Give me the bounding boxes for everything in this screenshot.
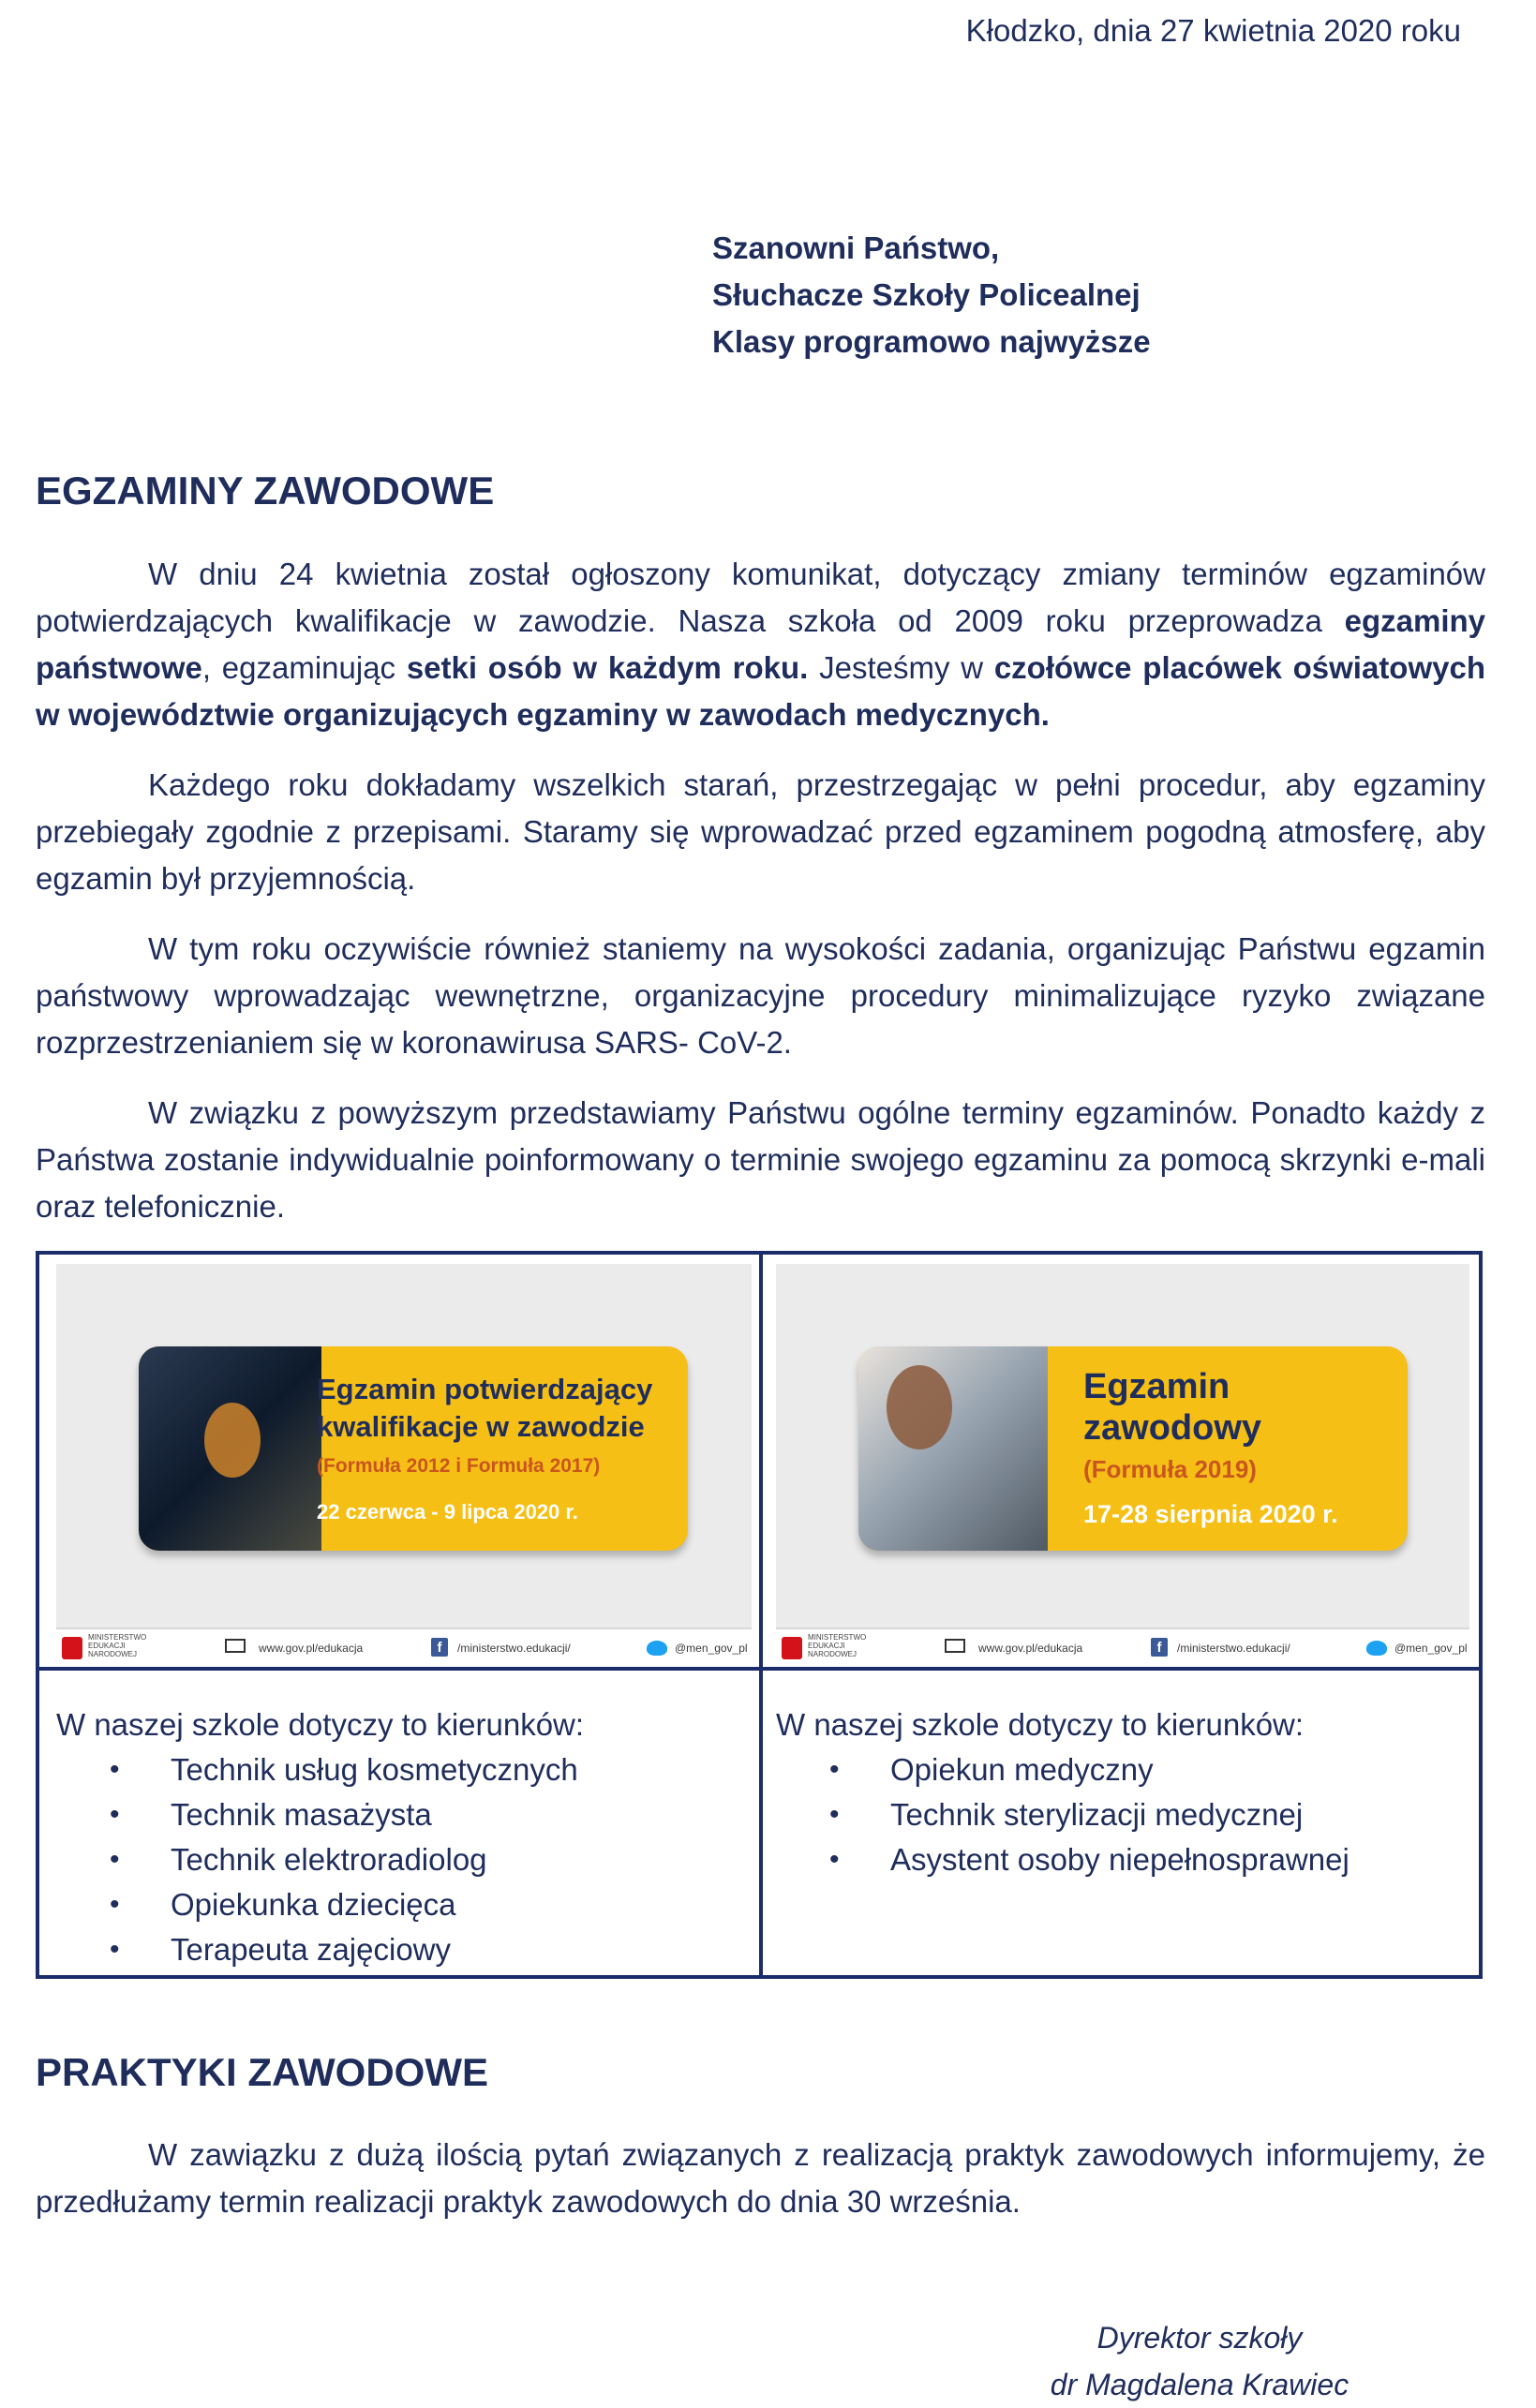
ministry-logo-text: MINISTERSTWO EDUKACJI NARODOWEJ: [808, 1633, 867, 1658]
specializations-right-heading: W naszej szkole dotyczy to kierunków:: [776, 1707, 1305, 1742]
poster-right-formula: (Formuła 2019): [1083, 1455, 1257, 1483]
poster-right-title-1: Egzamin: [1083, 1367, 1230, 1406]
specializations-right: [776, 1702, 1350, 1882]
list-item: • Technik usług kosmetycznych: [171, 1747, 584, 1792]
greeting-line-1: Szanowni Państwo,: [712, 230, 1000, 265]
list-item: • Terapeuta zajęciowy: [171, 1927, 584, 1972]
facebook-icon: f: [431, 1638, 448, 1657]
practice-text: W zawiązku z dużą ilością pytań związanych z realizacją praktyk zawodowych informujemy, że przedłużamy termin realizacji praktyk zawodowych do dnia 30 września.: [36, 2137, 1485, 2219]
eagle-emblem-icon: [62, 1637, 82, 1659]
letter-date: Kłodzko, dnia 27 kwietnia 2020 roku: [965, 13, 1461, 48]
poster-left-title-2: kwalifikacje w zawodzie: [317, 1410, 645, 1443]
poster-right-twitter: @men_gov_pl: [1394, 1642, 1468, 1655]
twitter-icon: [1366, 1641, 1387, 1656]
poster-card-right: [858, 1346, 1408, 1551]
specializations-right-list: [776, 1747, 1350, 1882]
poster-right-footer: [776, 1628, 1469, 1667]
p1-text-e: Jesteśmy w: [808, 650, 994, 685]
poster-right-dates: 17-28 sierpnia 2020 r.: [1083, 1500, 1338, 1528]
list-item: • Technik sterylizacji medycznej: [890, 1792, 1350, 1837]
monitor-icon: [225, 1639, 246, 1653]
paragraph-3: [36, 926, 1485, 1066]
welder-photo: [139, 1346, 321, 1551]
exam-poster-left: [56, 1264, 752, 1667]
table-divider-horizontal: [39, 1667, 1479, 1671]
p1-bold-f: czołówce placówek oświatowych w województwie organizujących egzaminy w zawodach medycznych.: [36, 650, 1485, 732]
list-item: • Opiekun medyczny: [890, 1747, 1350, 1792]
signature-name: dr Magdalena Krawiec: [1050, 2368, 1350, 2401]
student-photo: [858, 1346, 1048, 1551]
poster-left-web: www.gov.pl/edukacja: [259, 1642, 364, 1655]
section-title-exams: EGZAMINY ZAWODOWE: [36, 468, 495, 513]
p1-text-a: W dniu 24 kwietnia został ogłoszony komunikat, dotyczący zmiany terminów egzaminów potwierdzających kwalifikacje w zawodzie. Nasza szkoła od 2009 roku przeprowadza: [36, 557, 1485, 638]
p1-bold-b: egzaminy państwowe: [36, 603, 1485, 685]
signature-block: [1022, 2314, 1378, 2408]
poster-right-web: www.gov.pl/edukacja: [978, 1642, 1083, 1655]
p1-text-c: , egzaminując: [201, 650, 407, 685]
list-item: • Opiekunka dziecięca: [171, 1882, 584, 1927]
poster-card-left: [139, 1346, 688, 1551]
greeting-line-3: Klasy programowo najwyższe: [712, 324, 1151, 359]
poster-right-title-2: zawodowy: [1083, 1408, 1262, 1448]
greeting-block: [712, 225, 1151, 365]
p1-bold-d: setki osób w każdym roku.: [406, 650, 809, 685]
p2-text: Każdego roku dokładamy wszelkich starań, przestrzegając w pełni procedur, aby egzaminy przebiegały zgodnie z przepisami. Staramy się wprowadzać przed egzaminem pogodną atmosferę, aby egzamin był przyjemnością.: [36, 767, 1485, 896]
paragraph-1: [36, 551, 1485, 738]
specializations-left-heading: W naszej szkole dotyczy to kierunków:: [56, 1707, 585, 1742]
paragraph-2: [36, 762, 1485, 902]
paragraph-practice: [36, 2132, 1485, 2225]
list-item: • Technik masażysta: [171, 1792, 584, 1837]
paragraph-4: [36, 1090, 1485, 1230]
facebook-icon: f: [1151, 1638, 1168, 1657]
poster-left-twitter: @men_gov_pl: [675, 1642, 748, 1655]
greeting-line-2: Słuchacze Szkoły Policealnej: [712, 277, 1141, 312]
exam-poster-right: [776, 1264, 1469, 1667]
monitor-icon: [945, 1639, 965, 1653]
specializations-left-list: [56, 1747, 584, 1972]
poster-left-dates: 22 czerwca - 9 lipca 2020 r.: [317, 1500, 578, 1524]
exam-table: [36, 1251, 1483, 1979]
poster-left-formula: (Formuła 2012 i Formuła 2017): [317, 1455, 601, 1477]
poster-left-title-1: Egzamin potwierdzający: [317, 1373, 653, 1405]
signature-role: Dyrektor szkoły: [1096, 2321, 1303, 2355]
poster-left-footer: [56, 1628, 752, 1667]
ministry-logo-text: MINISTERSTWO EDUKACJI NARODOWEJ: [88, 1633, 147, 1658]
list-item: • Asystent osoby niepełnosprawnej: [890, 1837, 1350, 1882]
table-divider-vertical: [759, 1255, 763, 1975]
poster-right-facebook: /ministerstwo.edukacji/: [1177, 1642, 1290, 1655]
p4-text: W związku z powyższym przedstawiamy Państwu ogólne terminy egzaminów. Ponadto każdy z Państwa zostanie indywidualnie poinformowany o terminie swojego egzaminu za pomocą skrzynki e-mali oraz telefonicznie.: [36, 1095, 1485, 1224]
section-title-practice: PRAKTYKI ZAWODOWE: [36, 2050, 488, 2094]
specializations-left: [56, 1702, 584, 1972]
list-item: • Technik elektroradiolog: [171, 1837, 584, 1882]
poster-left-facebook: /ministerstwo.edukacji/: [457, 1642, 571, 1655]
eagle-emblem-icon: [782, 1637, 802, 1659]
p3-text: W tym roku oczywiście również staniemy na wysokości zadania, organizując Państwu egzamin państwowy wprowadzając wewnętrzne, organizacyjne procedury minimalizujące ryzyko związane rozprzestrzenianiem się w koronawirusa SARS- CoV-2.: [36, 931, 1485, 1060]
twitter-icon: [647, 1641, 667, 1656]
